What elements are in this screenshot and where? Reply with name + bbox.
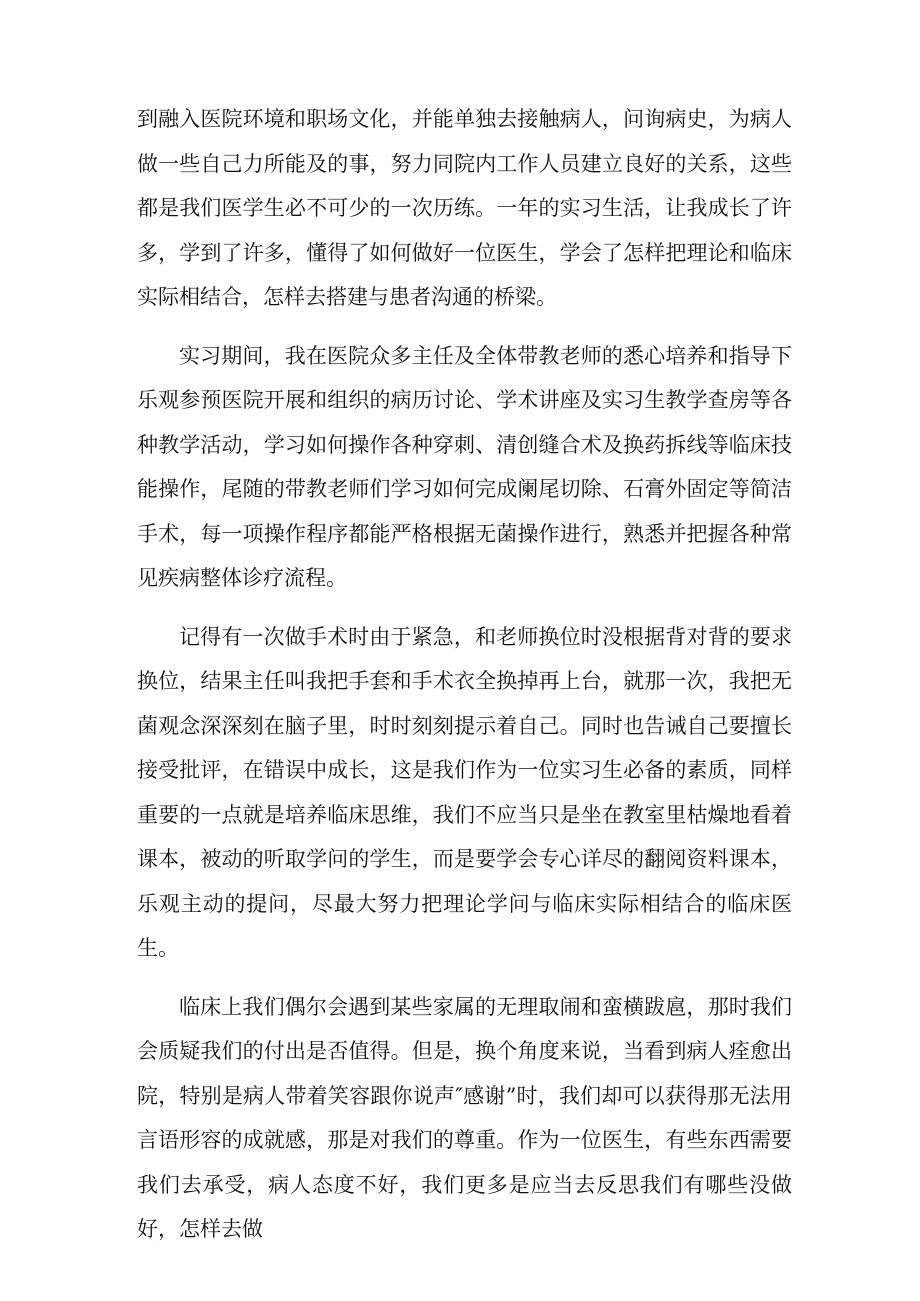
paragraph-internship-period: 实习期间，我在医院众多主任及全体带教老师的悉心培养和指导下乐观参预医院开展和组织的病历讨论、学术讲座及实习生教学查房等各种教学活动，学习如何操作各种穿刺、清创缝合术及换药拆线等临床技能操作，尾随的带教老师们学习如何完成阑尾切除、石膏外固定等简洁手术，每一项操作程序都能严格根据无菌操作进行，熟悉并把握各种常见疾病整体诊疗流程。	[137, 343, 792, 590]
document-body	[137, 97, 792, 1252]
paragraph-surgery-memory: 记得有一次做手术时由于紧急，和老师换位时没根据背对背的要求换位，结果主任叫我把手套和手术衣全换掉再上台，就那一次，我把无菌观念深深刻在脑子里，时时刻刻提示着自己。同时也告诫自己要擅长接受批评，在错误中成长，这是我们作为一位实习生必备的素质，同样重要的一点就是培养临床思维，我们不应当只是坐在教室里枯燥地看着课本，被动的听取学问的学生，而是要学会专心详尽的翻阅资料课本，乐观主动的提问，尽最大努力把理论学问与临床实际相结合的临床医生。	[137, 624, 792, 960]
paragraph-clinical-experience: 临床上我们偶尔会遇到某些家属的无理取闹和蛮横跋扈，那时我们会质疑我们的付出是否值得。但是，换个角度来说，当看到病人痊愈出院，特别是病人带着笑容跟你说声″感谢”时，我们却可以获得那无法用言语形容的成就感，那是对我们的尊重。作为一位医生，有些东西需要我们去承受，病人态度不好，我们更多是应当去反思我们有哪些没做好，怎样去做	[137, 994, 792, 1241]
paragraph-continuation: 到融入医院环境和职场文化，并能单独去接触病人，问询病史，为病人做一些自己力所能及的事，努力同院内工作人员建立良好的关系，这些都是我们医学生必不可少的一次历练。一年的实习生活，让我成长了许多，学到了许多，懂得了如何做好一位医生，学会了怎样把理论和临床实际相结合，怎样去搭建与患者沟通的桥梁。	[137, 107, 792, 309]
